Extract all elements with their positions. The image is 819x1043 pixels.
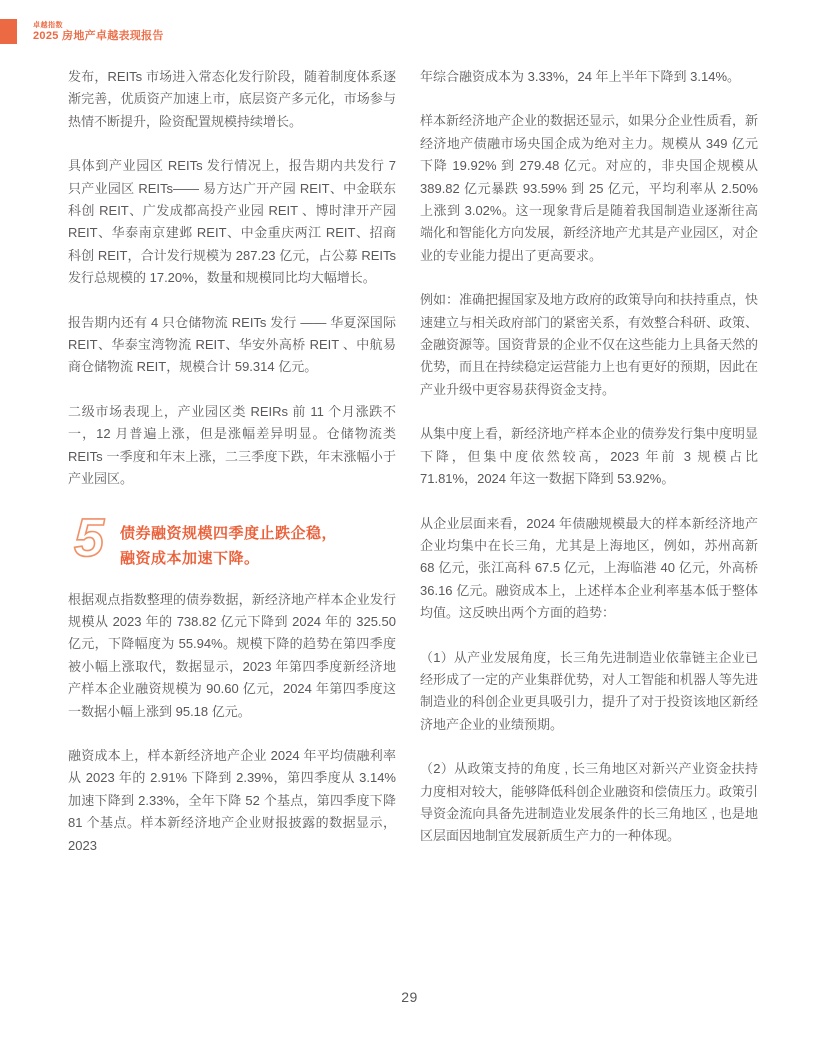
paragraph: （1）从产业发展角度，长三角先进制造业依靠链主企业已经形成了一定的产业集群优势，对人工智能和机器人等先进制造业的科创企业更具吸引力，提升了对于投资该地区新经济地产企业的业绩预期。 <box>420 649 759 732</box>
right-column <box>420 66 758 879</box>
report-title: 2025 房地产卓越表现报告 <box>33 30 164 42</box>
brand-accent-bar <box>0 19 17 44</box>
paragraph: 二级市场表现上，产业园区类 REIRs 前 11 个月涨跌不一，12 月普遍上涨，但是涨幅差异明显。仓储物流类 REITs 一季度和年末上涨，二三季度下跌，年末涨幅小于产业园区。 <box>68 403 396 487</box>
paragraph: 样本新经济地产企业的数据还显示，如果分企业性质看，新经济地产债融市场央国企成为绝对主力。规模从 349 亿元下降 19.92% 到 279.48 亿元。对应的，非央国企规模从 389.82 亿元暴跌 93.59% 到 25 亿元，平均利率从 2.50% 上涨到 3.02%。这一现象背后是随着我国制造业逐渐往高端化和智能化方向发展，新经济地产尤其是产业园区，对企业的专业能力提出了更高要求。 <box>420 113 759 263</box>
paragraph: 例如：准确把握国家及地方政府的政策导向和扶持重点，快速建立与相关政府部门的紧密关系，有效整合科研、政策、金融资源等。国资背景的企业不仅在这些能力上具备天然的优势，而且在持续稳定运营能力上也有更好的预期，因此在产业升级中更容易获得资金支持。 <box>420 292 759 397</box>
section-title-line1: 债券融资规模四季度止跌企稳， <box>120 524 338 542</box>
left-column <box>68 66 396 879</box>
paragraph: 从企业层面来看，2024 年债融规模最大的样本新经济地产企业均集中在长三角，尤其是上海地区，例如，苏州高新 68 亿元，张江高科 67.5 亿元，上海临港 40 亿元，外高桥 36.16 亿元。融资成本上，上述样本企业利率基本低于整体均值。这反映出两个方面的趋势： <box>420 515 758 621</box>
section-number: 5 <box>74 507 105 568</box>
section-5-heading <box>68 507 396 571</box>
content-columns <box>68 66 758 879</box>
page-footer <box>0 989 819 1007</box>
paragraph: 从集中度上看，新经济地产样本企业的债券发行集中度明显下降，但集中度依然较高，2023 年前 3 规模占比 71.81%，2024 年这一数据下降到 53.92%。 <box>420 426 759 487</box>
brand-text <box>33 19 164 43</box>
brand-tagline: 卓越指数 <box>33 22 63 29</box>
header-brand <box>0 19 164 44</box>
paragraph: 具体到产业园区 REITs 发行情况上，报告期内共发行 7 只产业园区 REITs—— 易方达广开产园 REIT、中金联东科创 REIT、广发成都高投产业园 REIT 、博时津开产园 REIT、华泰南京建邺 REIT、中金重庆两江 REIT、招商科创 REIT，合计发行规模为 287.23 亿元，占公募 REITs 发行总规模的 17.20%，数量和规模同比均大幅增长。 <box>68 158 396 286</box>
section-title-line2: 融资成本加速下降。 <box>120 549 260 567</box>
paragraph: 根据观点指数整理的债券数据，新经济地产样本企业发行规模从 2023 年的 738.82 亿元下降到 2024 年的 325.50 亿元，下降幅度为 55.94%。规模下降的趋势在第四季度被小幅上涨取代，数据显示，2023 年第四季度新经济地产样本企业融资规模为 90.60 亿元，2024 年第四季度这一数据小幅上涨到 95.18 亿元。 <box>68 591 396 719</box>
paragraph: （2）从政策支持的角度 , 长三角地区对新兴产业资金扶持力度相对较大，能够降低科创企业融资和偿债压力。政策引导资金流向具备先进制造业发展条件的长三角地区 , 也是地区层面因地制宜发展新质生产力的一种体现。 <box>420 761 759 844</box>
page-number: 29 <box>401 989 418 1005</box>
paragraph: 发布，REITs 市场进入常态化发行阶段，随着制度体系逐渐完善，优质资产加速上市，底层资产多元化，市场参与热情不断提升，险资配置规模持续增长。 <box>68 69 396 129</box>
paragraph: 年综合融资成本为 3.33%，24 年上半年下降到 3.14%。 <box>420 69 741 84</box>
paragraph: 融资成本上，样本新经济地产企业 2024 年平均债融利率从 2023 年的 2.91% 下降到 2.39%，第四季度从 3.14% 加速下降到 2.33%，全年下降 52 个基点，第四季度下降 81 个基点。样本新经济地产企业财报披露的数据显示，2023 <box>68 747 396 853</box>
paragraph: 报告期内还有 4 只仓储物流 REITs 发行 —— 华夏深国际 REIT、华泰宝湾物流 REIT、华安外高桥 REIT 、中航易商仓储物流 REIT，规模合计 59.314 亿元。 <box>68 314 396 375</box>
section-title <box>120 513 337 571</box>
